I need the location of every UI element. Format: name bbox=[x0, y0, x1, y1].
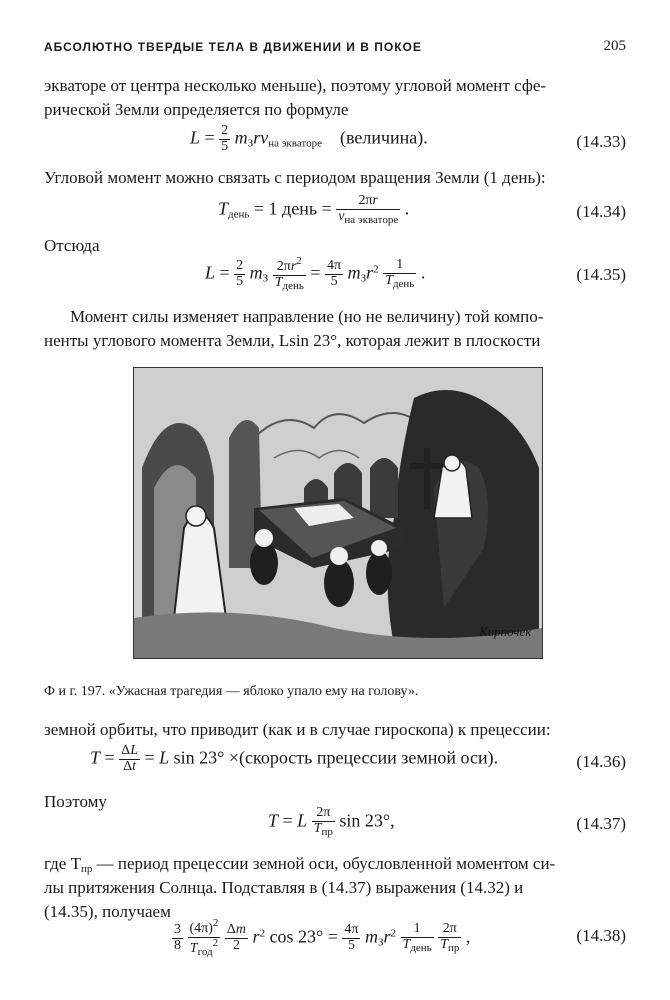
equation-tail: ×(скорость прецессии земной оси). bbox=[228, 747, 499, 768]
running-header: АБСОЛЮТНО ТВЕРДЫЕ ТЕЛА В ДВИЖЕНИИ И В ПОКОЕ bbox=[44, 40, 422, 54]
equation-14-38: $\frac{3}{8}$ $\frac{(4\pi)^2}{T_{год}^2}$ $\frac{\Delta m}{2}$ $r^2$ cos 23° = $\frac{4\pi}{5}$ $m_Зr^2$ $\frac{1}{T_{день}}$ $\frac{2\pi}{T_{пр}}$ , bbox=[174, 917, 471, 958]
equation-mid: = 1 день = bbox=[253, 198, 332, 219]
text-subscript: пр bbox=[80, 863, 93, 875]
paragraph-line: земной орбиты, что приводит (как и в случае гироскопа) к прецессии: bbox=[44, 720, 551, 739]
equation-14-36: T = $\frac{\Delta L}{\Delta t}$ = L sin 23° ×(скорость прецессии земной оси). bbox=[90, 743, 499, 774]
paragraph-line: рической Земли определяется по формуле bbox=[44, 100, 349, 119]
equation-number: (14.35) bbox=[576, 265, 626, 284]
paragraph-line: ненты углового момента Земли, Lsin 23°, которая лежит в плоскости bbox=[44, 331, 541, 350]
paragraph-line: Угловой момент можно связать с периодом вращения Земли (1 день): bbox=[44, 168, 546, 187]
paragraph-line: (14.35), получаем bbox=[44, 902, 171, 921]
artist-signature: Кирпочек bbox=[479, 624, 532, 639]
equation-note: (величина). bbox=[339, 127, 428, 148]
page-number: 205 bbox=[603, 38, 626, 54]
equation-14-37: T = L $\frac{2\pi}{T_{пр}}$ sin 23°, bbox=[268, 805, 395, 838]
figure-caption: Ф и г. 197. «Ужасная трагедия — яблоко упало ему на голову». bbox=[44, 684, 419, 699]
equation-14-35: L = $\frac{2}{5}$ $m_З$ $\frac{2\pi r^2}{T_{день}}$ = $\frac{4\pi}{5}$ $m_Зr^2$ $\frac{1}{T_{день}}$ . bbox=[205, 255, 426, 292]
equation-number: (14.37) bbox=[576, 814, 626, 833]
paragraph-line: Поэтому bbox=[44, 792, 107, 811]
equation-number: (14.33) bbox=[576, 132, 626, 151]
cartoon-illustration bbox=[134, 368, 542, 658]
paragraph-line: Момент силы изменяет направление (но не величину) той компо- bbox=[70, 307, 544, 326]
equation-number: (14.38) bbox=[576, 926, 626, 945]
text-span: где T bbox=[44, 854, 81, 873]
paragraph-line: Отсюда bbox=[44, 236, 100, 255]
figure-cartoon bbox=[133, 367, 543, 659]
paragraph-line: лы притяжения Солнца. Подставляя в (14.37) выражения (14.32) и bbox=[44, 878, 524, 897]
text-span: — период прецессии земной оси, обусловленной моментом си- bbox=[92, 854, 556, 873]
equation-14-33: L = $\frac{2}{5}$ $m_Зrv_{на экваторе}$ (величина). bbox=[190, 123, 428, 154]
paragraph-line: экваторе от центра несколько меньше), поэтому угловой момент сфе- bbox=[44, 76, 547, 95]
equation-14-34: $T_{день} = 1$ день = $\frac{2\pi r}{v_{на экваторе}}$ . bbox=[218, 193, 410, 226]
equation-number: (14.34) bbox=[576, 202, 626, 221]
equation-number: (14.36) bbox=[576, 752, 626, 771]
